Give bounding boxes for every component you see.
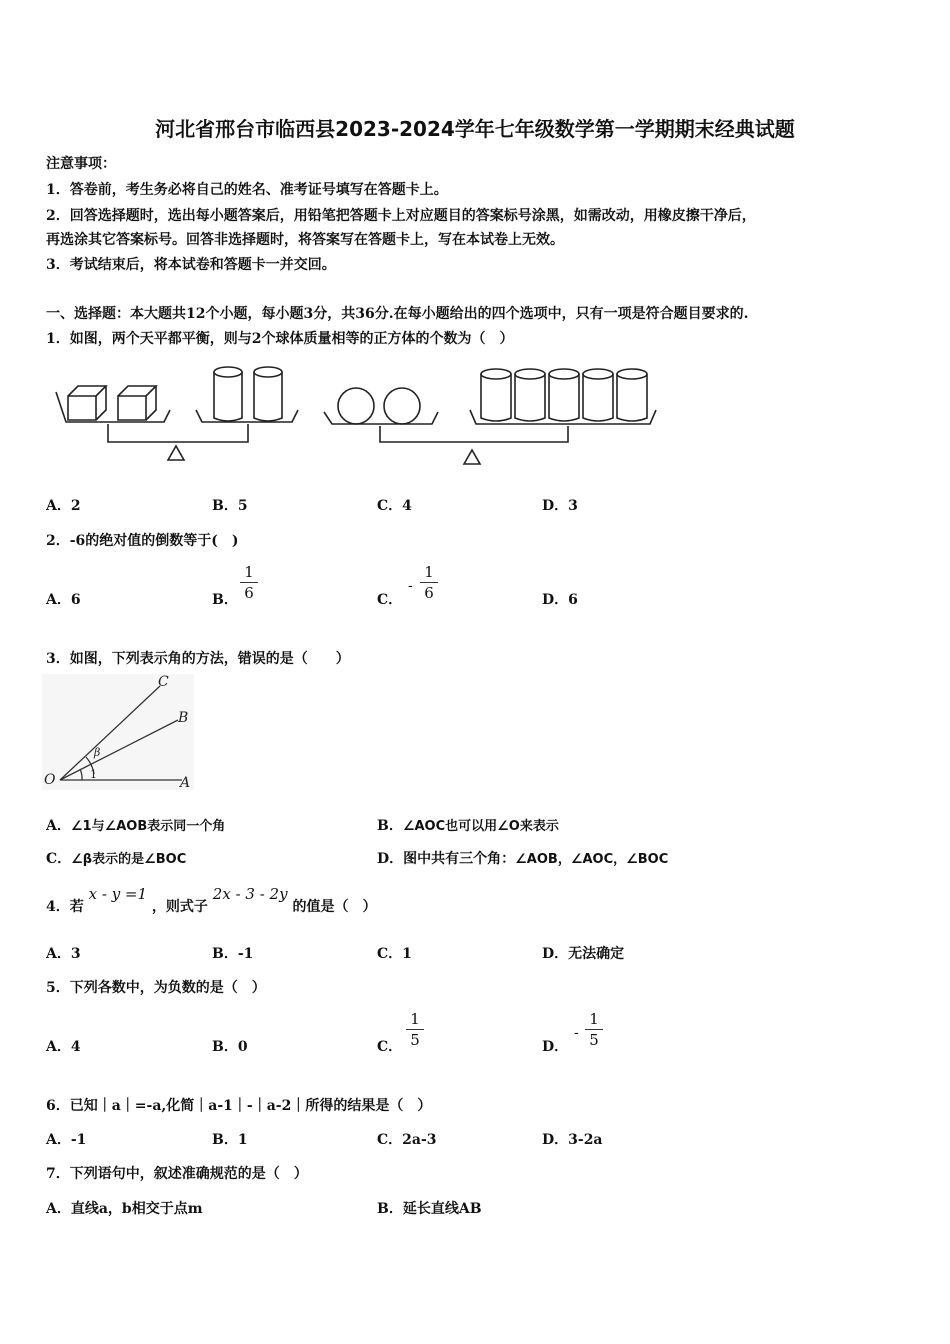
label-o: O bbox=[44, 772, 56, 788]
balance-figure-2 bbox=[320, 362, 665, 468]
q2-c-fraction: 1 6 bbox=[420, 563, 438, 602]
question-7-stem: 7．下列语句中，叙述准确规范的是（ ） bbox=[46, 1166, 308, 1182]
q3-option-b[interactable]: B．∠AOC也可以用∠O来表示 bbox=[377, 818, 559, 834]
q1-option-b[interactable]: B．5 bbox=[212, 498, 248, 514]
question-2-stem: 2．-6的绝对值的倒数等于( ) bbox=[46, 533, 239, 549]
q5-c-fraction: 1 5 bbox=[406, 1010, 424, 1049]
question-1-stem: 1．如图，两个天平都平衡，则与2个球体质量相等的正方体的个数为（ ） bbox=[46, 331, 514, 347]
q5-d-fraction: 1 5 bbox=[585, 1010, 603, 1049]
label-b: B bbox=[178, 710, 189, 726]
q2-option-a[interactable]: A．6 bbox=[46, 592, 81, 608]
q6-option-b[interactable]: B．1 bbox=[212, 1132, 248, 1148]
q1-option-c[interactable]: C．4 bbox=[377, 498, 412, 514]
q6-option-a[interactable]: A．-1 bbox=[46, 1132, 87, 1148]
q2-c-sign: - bbox=[408, 578, 413, 594]
q1-option-d[interactable]: D．3 bbox=[542, 498, 578, 514]
q5-option-d[interactable]: D． bbox=[542, 1039, 569, 1055]
q5-option-a[interactable]: A．4 bbox=[46, 1039, 81, 1055]
q2-option-c[interactable]: C． bbox=[377, 592, 403, 608]
section-heading: 一、选择题：本大题共12个小题，每小题3分，共36分.在每小题给出的四个选项中，只有一项是符合题目要求的. bbox=[46, 306, 749, 322]
notice-heading: 注意事项： bbox=[46, 156, 116, 172]
q3-option-c[interactable]: C．∠β表示的是∠BOC bbox=[46, 851, 187, 867]
notice-item-1: 1．答卷前，考生务必将自己的姓名、准考证号填写在答题卡上。 bbox=[46, 182, 448, 198]
label-a: A bbox=[180, 775, 191, 790]
question-5-stem: 5．下列各数中，为负数的是（ ） bbox=[46, 980, 266, 996]
page-title: 河北省邢台市临西县2023-2024学年七年级数学第一学期期末经典试题 bbox=[155, 117, 795, 141]
q2-option-d[interactable]: D．6 bbox=[542, 592, 578, 608]
q2-option-b[interactable]: B． bbox=[212, 592, 238, 608]
q5-option-b[interactable]: B．0 bbox=[212, 1039, 248, 1055]
notice-item-2a: 2．回答选择题时，选出每小题答案后，用铅笔把答题卡上对应题目的答案标号涂黑，如需改动，用橡皮擦干净后， bbox=[46, 208, 756, 224]
q4-option-d[interactable]: D．无法确定 bbox=[542, 946, 625, 962]
q3-option-d[interactable]: D．图中共有三个角：∠AOB，∠AOC，∠BOC bbox=[377, 851, 669, 867]
balance-figure-1 bbox=[52, 362, 312, 468]
q4-option-a[interactable]: A．3 bbox=[46, 946, 81, 962]
q4-expression-2: 2x - 3 - 2y bbox=[212, 885, 288, 903]
q5-option-c[interactable]: C． bbox=[377, 1039, 403, 1055]
notice-item-3: 3．考试结束后，将本试卷和答题卡一并交回。 bbox=[46, 257, 336, 273]
q4-option-b[interactable]: B．-1 bbox=[212, 946, 254, 962]
label-one: 1 bbox=[90, 768, 97, 781]
notice-item-2b: 再选涂其它答案标号。回答非选择题时，将答案写在答题卡上，写在本试卷上无效。 bbox=[46, 232, 564, 248]
q5-d-sign: - bbox=[574, 1025, 579, 1041]
q1-option-a[interactable]: A．2 bbox=[46, 498, 81, 514]
label-beta: β bbox=[94, 746, 101, 759]
q7-option-a[interactable]: A．直线a，b相交于点m bbox=[46, 1201, 203, 1217]
angle-figure bbox=[42, 674, 194, 790]
question-3-stem: 3．如图，下列表示角的方法，错误的是（ ） bbox=[46, 651, 350, 667]
q2-b-fraction: 1 6 bbox=[240, 563, 258, 602]
question-6-stem: 6．已知｜a｜=-a,化简｜a-1｜-｜a-2｜所得的结果是（ ） bbox=[46, 1098, 432, 1114]
q6-option-c[interactable]: C．2a-3 bbox=[377, 1132, 437, 1148]
q4-option-c[interactable]: C．1 bbox=[377, 946, 412, 962]
q3-option-a[interactable]: A．∠1与∠AOB表示同一个角 bbox=[46, 818, 226, 834]
label-c: C bbox=[158, 674, 169, 690]
q7-option-b[interactable]: B．延长直线AB bbox=[377, 1201, 482, 1217]
q6-option-d[interactable]: D．3-2a bbox=[542, 1132, 603, 1148]
q4-expression-1: x - y =1 bbox=[88, 885, 148, 903]
question-4-stem: 4．若 x - y =1 ，则式子 2x - 3 - 2y 的值是（ ） bbox=[46, 885, 377, 915]
